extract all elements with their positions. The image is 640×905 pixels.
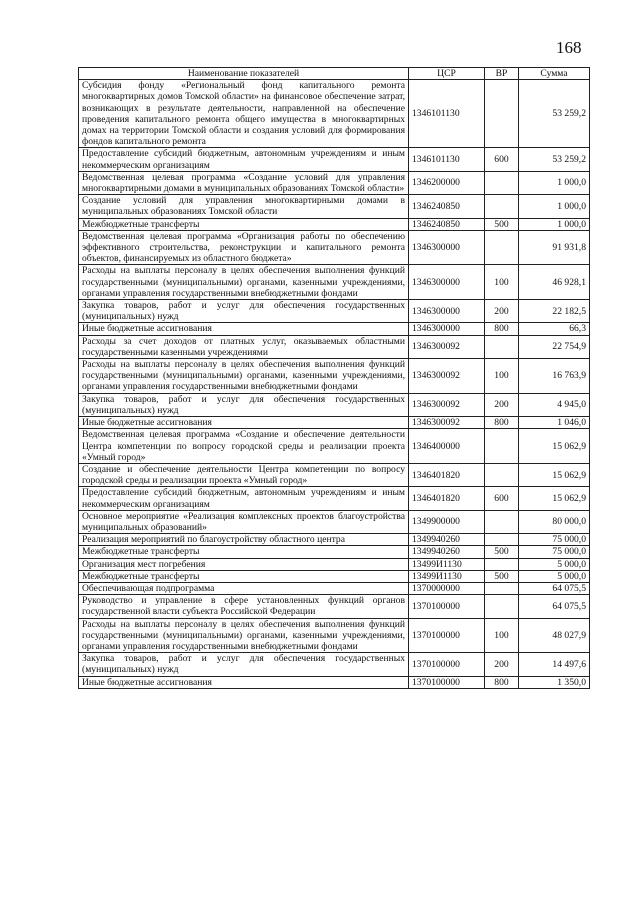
table-row [79,417,590,429]
cell-csr: 1346300092 [409,417,485,429]
cell-name: Руководство и управление в сфере установленных функций органов государственной власти субъекта Российской Федерации [79,595,409,618]
cell-sum: 53 259,2 [519,80,590,148]
cell-sum: 75 000,0 [519,546,590,558]
cell-vr [485,230,519,265]
table-row [79,218,590,230]
cell-name: Закупка товаров, работ и услуг для обеспечения государственных (муниципальных) нужд [79,653,409,676]
table-row [79,148,590,171]
cell-csr: 1346300000 [409,265,485,300]
header-csr: ЦСР [409,68,485,80]
cell-name: Ведомственная целевая программа «Организация работы по обеспечению эффективного строительства, реконструкции и капитального ремонта объектов, финансируемых из областного бюджета» [79,230,409,265]
table-row [79,546,590,558]
cell-name: Реализация мероприятий по благоустройству областного центра [79,534,409,546]
cell-sum: 5 000,0 [519,558,590,570]
cell-name: Межбюджетные трансферты [79,218,409,230]
table-row [79,510,590,533]
cell-sum: 66,3 [519,323,590,335]
cell-csr: 1346300092 [409,335,485,358]
cell-csr: 1346101130 [409,148,485,171]
cell-name: Расходы за счет доходов от платных услуг, оказываемых областными государственными казенными учреждениями [79,335,409,358]
cell-name: Иные бюджетные ассигнования [79,676,409,688]
cell-csr: 1370100000 [409,653,485,676]
table-row [79,463,590,486]
cell-vr [485,429,519,464]
table-row [79,323,590,335]
cell-name: Иные бюджетные ассигнования [79,417,409,429]
cell-sum: 80 000,0 [519,510,590,533]
cell-csr: 1370100000 [409,618,485,653]
cell-name: Обеспечивающая подпрограмма [79,582,409,594]
table-row [79,80,590,148]
table-body [79,80,590,689]
cell-sum: 22 754,9 [519,335,590,358]
table-row [79,335,590,358]
cell-name: Ведомственная целевая программа «Создание и обеспечение деятельности Центра компетенции по вопросу городской среды и реализации проекта «Умный город» [79,429,409,464]
cell-name: Расходы на выплаты персоналу в целях обеспечения выполнения функций государственными (муниципальными) органами, казенными учреждениями, органами управления государственными внебюджетными фондами [79,265,409,300]
cell-vr [485,195,519,218]
cell-sum: 64 075,5 [519,595,590,618]
cell-name: Ведомственная целевая программа «Создание условий для управления многоквартирными домами в муниципальных образованиях Томской области» [79,171,409,194]
cell-vr: 100 [485,265,519,300]
cell-sum: 5 000,0 [519,570,590,582]
table-header-row [79,68,590,80]
table-row [79,487,590,510]
table-row [79,676,590,688]
cell-csr: 1346240850 [409,218,485,230]
cell-sum: 75 000,0 [519,534,590,546]
cell-name: Межбюджетные трансферты [79,546,409,558]
cell-vr: 200 [485,393,519,416]
cell-vr [485,582,519,594]
header-sum: Сумма [519,68,590,80]
table-row [79,618,590,653]
cell-name: Субсидия фонду «Региональный фонд капитального ремонта многоквартирных домов Томской области» на финансовое обеспечение затрат, возникающих в результате деятельности, направленной на обеспечение проведения капитального ремонта общего имущества в многоквартирных домах на территории Томской области и создания условий для формирования фондов капитального ремонта [79,80,409,148]
cell-vr: 600 [485,487,519,510]
cell-name: Основное мероприятие «Реализация комплексных проектов благоустройства муниципальных образований» [79,510,409,533]
cell-vr: 600 [485,148,519,171]
cell-csr: 1346401820 [409,487,485,510]
header-name: Наименование показателей [79,68,409,80]
cell-sum: 15 062,9 [519,429,590,464]
cell-name: Предоставление субсидий бюджетным, автономным учреждениям и иным некоммерческим организациям [79,487,409,510]
cell-sum: 14 497,6 [519,653,590,676]
table-row [79,265,590,300]
cell-csr: 13499И1130 [409,558,485,570]
cell-vr: 200 [485,653,519,676]
table-row [79,582,590,594]
cell-vr [485,335,519,358]
cell-sum: 1 000,0 [519,195,590,218]
page-number: 168 [556,38,582,57]
cell-csr: 1346400000 [409,429,485,464]
cell-name: Расходы на выплаты персоналу в целях обеспечения выполнения функций государственными (муниципальными) органами, казенными учреждениями, органами управления государственными внебюджетными фондами [79,618,409,653]
cell-sum: 15 062,9 [519,487,590,510]
cell-sum: 16 763,9 [519,359,590,394]
cell-csr: 1346300092 [409,359,485,394]
cell-csr: 1346300092 [409,393,485,416]
cell-sum: 64 075,5 [519,582,590,594]
cell-vr [485,534,519,546]
cell-name: Организация мест погребения [79,558,409,570]
table-row [79,653,590,676]
cell-csr: 1346300000 [409,323,485,335]
cell-vr: 500 [485,218,519,230]
cell-name: Расходы на выплаты персоналу в целях обеспечения выполнения функций государственными (муниципальными) органами, казенными учреждениями, органами управления государственными внебюджетными фондами [79,359,409,394]
cell-csr: 1349900000 [409,510,485,533]
cell-sum: 1 046,0 [519,417,590,429]
cell-csr: 1370100000 [409,595,485,618]
cell-sum: 48 027,9 [519,618,590,653]
cell-vr [485,558,519,570]
table-row [79,230,590,265]
cell-vr: 200 [485,300,519,323]
cell-sum: 4 945,0 [519,393,590,416]
cell-vr: 800 [485,417,519,429]
cell-vr: 800 [485,676,519,688]
cell-csr: 1346401820 [409,463,485,486]
table-row [79,393,590,416]
cell-vr [485,171,519,194]
cell-csr: 1346240850 [409,195,485,218]
table-row [79,300,590,323]
table-row [79,570,590,582]
cell-sum: 91 931,8 [519,230,590,265]
cell-csr: 1370100000 [409,676,485,688]
header-vr: ВР [485,68,519,80]
cell-sum: 53 259,2 [519,148,590,171]
cell-vr: 100 [485,618,519,653]
cell-csr: 1346300000 [409,300,485,323]
cell-vr: 100 [485,359,519,394]
cell-sum: 46 928,1 [519,265,590,300]
cell-vr [485,80,519,148]
cell-sum: 1 000,0 [519,218,590,230]
cell-csr: 1346101130 [409,80,485,148]
cell-sum: 1 350,0 [519,676,590,688]
table-row [79,429,590,464]
cell-csr: 13499И1130 [409,570,485,582]
cell-vr: 500 [485,546,519,558]
cell-csr: 1346200000 [409,171,485,194]
table-row [79,595,590,618]
cell-sum: 1 000,0 [519,171,590,194]
cell-name: Иные бюджетные ассигнования [79,323,409,335]
table-row [79,534,590,546]
table-row [79,195,590,218]
cell-name: Межбюджетные трансферты [79,570,409,582]
cell-name: Закупка товаров, работ и услуг для обеспечения государственных (муниципальных) нужд [79,393,409,416]
cell-name: Закупка товаров, работ и услуг для обеспечения государственных (муниципальных) нужд [79,300,409,323]
cell-vr: 500 [485,570,519,582]
cell-csr: 1346300000 [409,230,485,265]
cell-name: Предоставление субсидий бюджетным, автономным учреждениям и иным некоммерческим организациям [79,148,409,171]
cell-csr: 1349940260 [409,546,485,558]
cell-vr [485,463,519,486]
cell-name: Создание условий для управления многоквартирными домами в муниципальных образованиях Томской области [79,195,409,218]
cell-sum: 22 182,5 [519,300,590,323]
cell-vr [485,510,519,533]
cell-name: Создание и обеспечение деятельности Центра компетенции по вопросу городской среды и реализации проекта «Умный город» [79,463,409,486]
table-row [79,359,590,394]
budget-table [78,67,590,689]
cell-csr: 1370000000 [409,582,485,594]
table-row [79,171,590,194]
cell-vr: 800 [485,323,519,335]
cell-csr: 1349940260 [409,534,485,546]
cell-vr [485,595,519,618]
table-row [79,558,590,570]
cell-sum: 15 062,9 [519,463,590,486]
